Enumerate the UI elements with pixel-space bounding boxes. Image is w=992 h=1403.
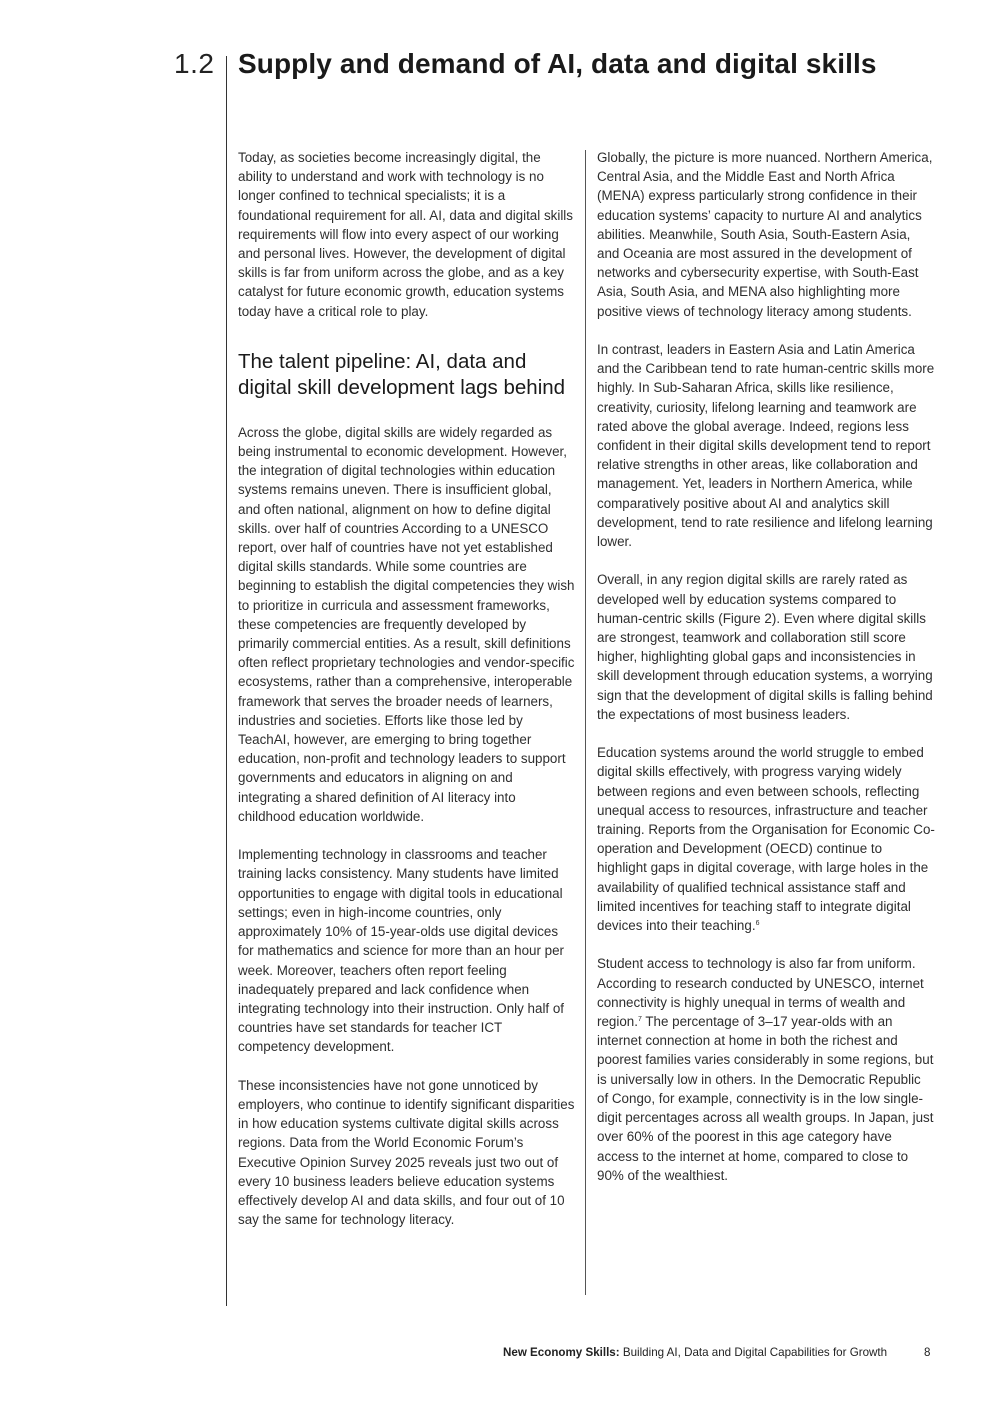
paragraph-text-b: The percentage of 3–17 year-olds with an internet connection at home in both the richest and poorest families varies considerably in some regions, but is universally low in others. In the Democratic Republic of Congo, for example, connectivity is in the low single-digit percentages across all wealth groups. In Japan, just over 60% of the poorest in this age category have access to the internet at home, compared to close to 90% of the wealthiest. (597, 1014, 934, 1183)
paragraph-student-access (597, 954, 935, 1184)
footnote-ref-6: 6 (755, 920, 760, 928)
right-column (597, 148, 935, 1204)
section-number: 1.2 (174, 48, 215, 79)
paragraph-technology-classrooms: Implementing technology in classrooms and teacher training lacks consistency. Many students have limited opportunities to engage with digital tools in educational settings; even in high-income countries, only approximately 10% of 15-year-olds use digital devices for mathematics and science for more than an hour per week. Moreover, teachers often report feeling inadequately prepared and lack confidence when integrating technology into their instruction. Only half of countries have set standards for teacher ICT competency development. (238, 847, 565, 1055)
section-divider-rule (226, 56, 227, 1306)
subheading-talent-pipeline: The talent pipeline: AI, data and digital skill development lags behind (238, 349, 566, 400)
paragraph-global-picture: Globally, the picture is more nuanced. Northern America, Central Asia, and the Middle East and North Africa (MENA) express particularly strong confidence in their education systems’ capacity to nurture AI and analytics abilities. Meanwhile, South Asia, South-Eastern Asia, and Oceania are most assured in the development of networks and cybersecurity expertise, with South-East Asia, South Asia, and MENA also highlighting more positive views of technology literacy among students. (597, 150, 933, 319)
footer-title-rest: Building AI, Data and Digital Capabilities for Growth (619, 1346, 888, 1359)
paragraph-text-a: Student access to technology is also far from uniform. According to research conducted by UNESCO, internet connectivity is highly unequal in terms of wealth and region. (597, 956, 924, 1030)
paragraph-human-centric-skills: In contrast, leaders in Eastern Asia and Latin America and the Caribbean tend to rate human-centric skills more highly. In Sub-Saharan Africa, skills like resilience, creativity, curiosity, lifelong learning and teamwork are rated above the global average. Indeed, regions less confident in their digital skills development tend to report relative strengths in other areas, like collaboration and management. Yet, leaders in Northern America, while comparatively positive about AI and analytics skill development, tend to rate resilience and lifelong learning lower. (597, 342, 935, 550)
footer-document-title (503, 1346, 887, 1359)
paragraph-education-systems-struggle (597, 743, 935, 935)
column-divider-rule (585, 150, 586, 1295)
paragraph-employers-disparities: These inconsistencies have not gone unnoticed by employers, who continue to identify significant disparities in how education systems cultivate digital skills across regions. Data from the World Economic Forum’s Executive Opinion Survey 2025 reveals just two out of every 10 business leaders believe education systems effectively develop AI and data skills, and four out of 10 say the same for technology literacy. (238, 1077, 575, 1228)
paragraph-overall-regions: Overall, in any region digital skills are rarely rated as developed well by education systems compared to human-centric skills (Figure 2). Even where digital skills are strongest, teamwork and collaboration still score higher, highlighting global gaps and inconsistencies in skill development through education systems, a worrying sign that the development of digital skills is falling behind the expectations of most business leaders. (597, 572, 933, 722)
section-title: Supply and demand of AI, data and digital skills (238, 48, 877, 79)
left-column (238, 148, 576, 1249)
page-number: 8 (924, 1346, 931, 1359)
footnote-ref-7: 7 (637, 1016, 642, 1024)
paragraph-digital-skills-standards: Across the globe, digital skills are widely regarded as being instrumental to economic development. However, the integration of digital technologies within education systems remains uneven. There is insufficient global, and often national, alignment on how to define digital skills. over half of countries According to a UNESCO report, over half of countries have not yet established digital skills standards. While some countries are beginning to establish the digital competencies they wish to prioritize in curricula and assessment frameworks, these competencies are frequently developed by primarily commercial entities. As a result, skill definitions often reflect proprietary technologies and vendor-specific ecosystems, rather than a comprehensive, interoperable framework that serves the broader needs of learners, industries and societies. Efforts like those led by TeachAI, however, are emerging to bring together education, non-profit and technology leaders to support governments and educators in aligning on and integrating a shared definition of AI literacy into childhood education worldwide. (238, 424, 575, 824)
paragraph-text: Education systems around the world struggle to embed digital skills effectively, with progress varying widely between regions and even between schools, reflecting unequal access to resources, infrastructure and teacher training. Reports from the Organisation for Economic Co-operation and Development (OECD) continue to highlight gaps in digital coverage, with large holes in the availability of qualified technical assistance staff and limited incentives for teaching staff to integrate digital devices into their teaching. (597, 745, 935, 934)
intro-paragraph: Today, as societies become increasingly digital, the ability to understand and work with technology is no longer confined to technical specialists; it is a foundational requirement for all. AI, data and digital skills requirements will flow into every aspect of our working and personal lives. However, the development of digital skills is far from uniform across the globe, and as a key catalyst for future economic growth, education systems today have a critical role to play. (238, 150, 573, 319)
footer-title-bold: New Economy Skills: (503, 1346, 620, 1359)
